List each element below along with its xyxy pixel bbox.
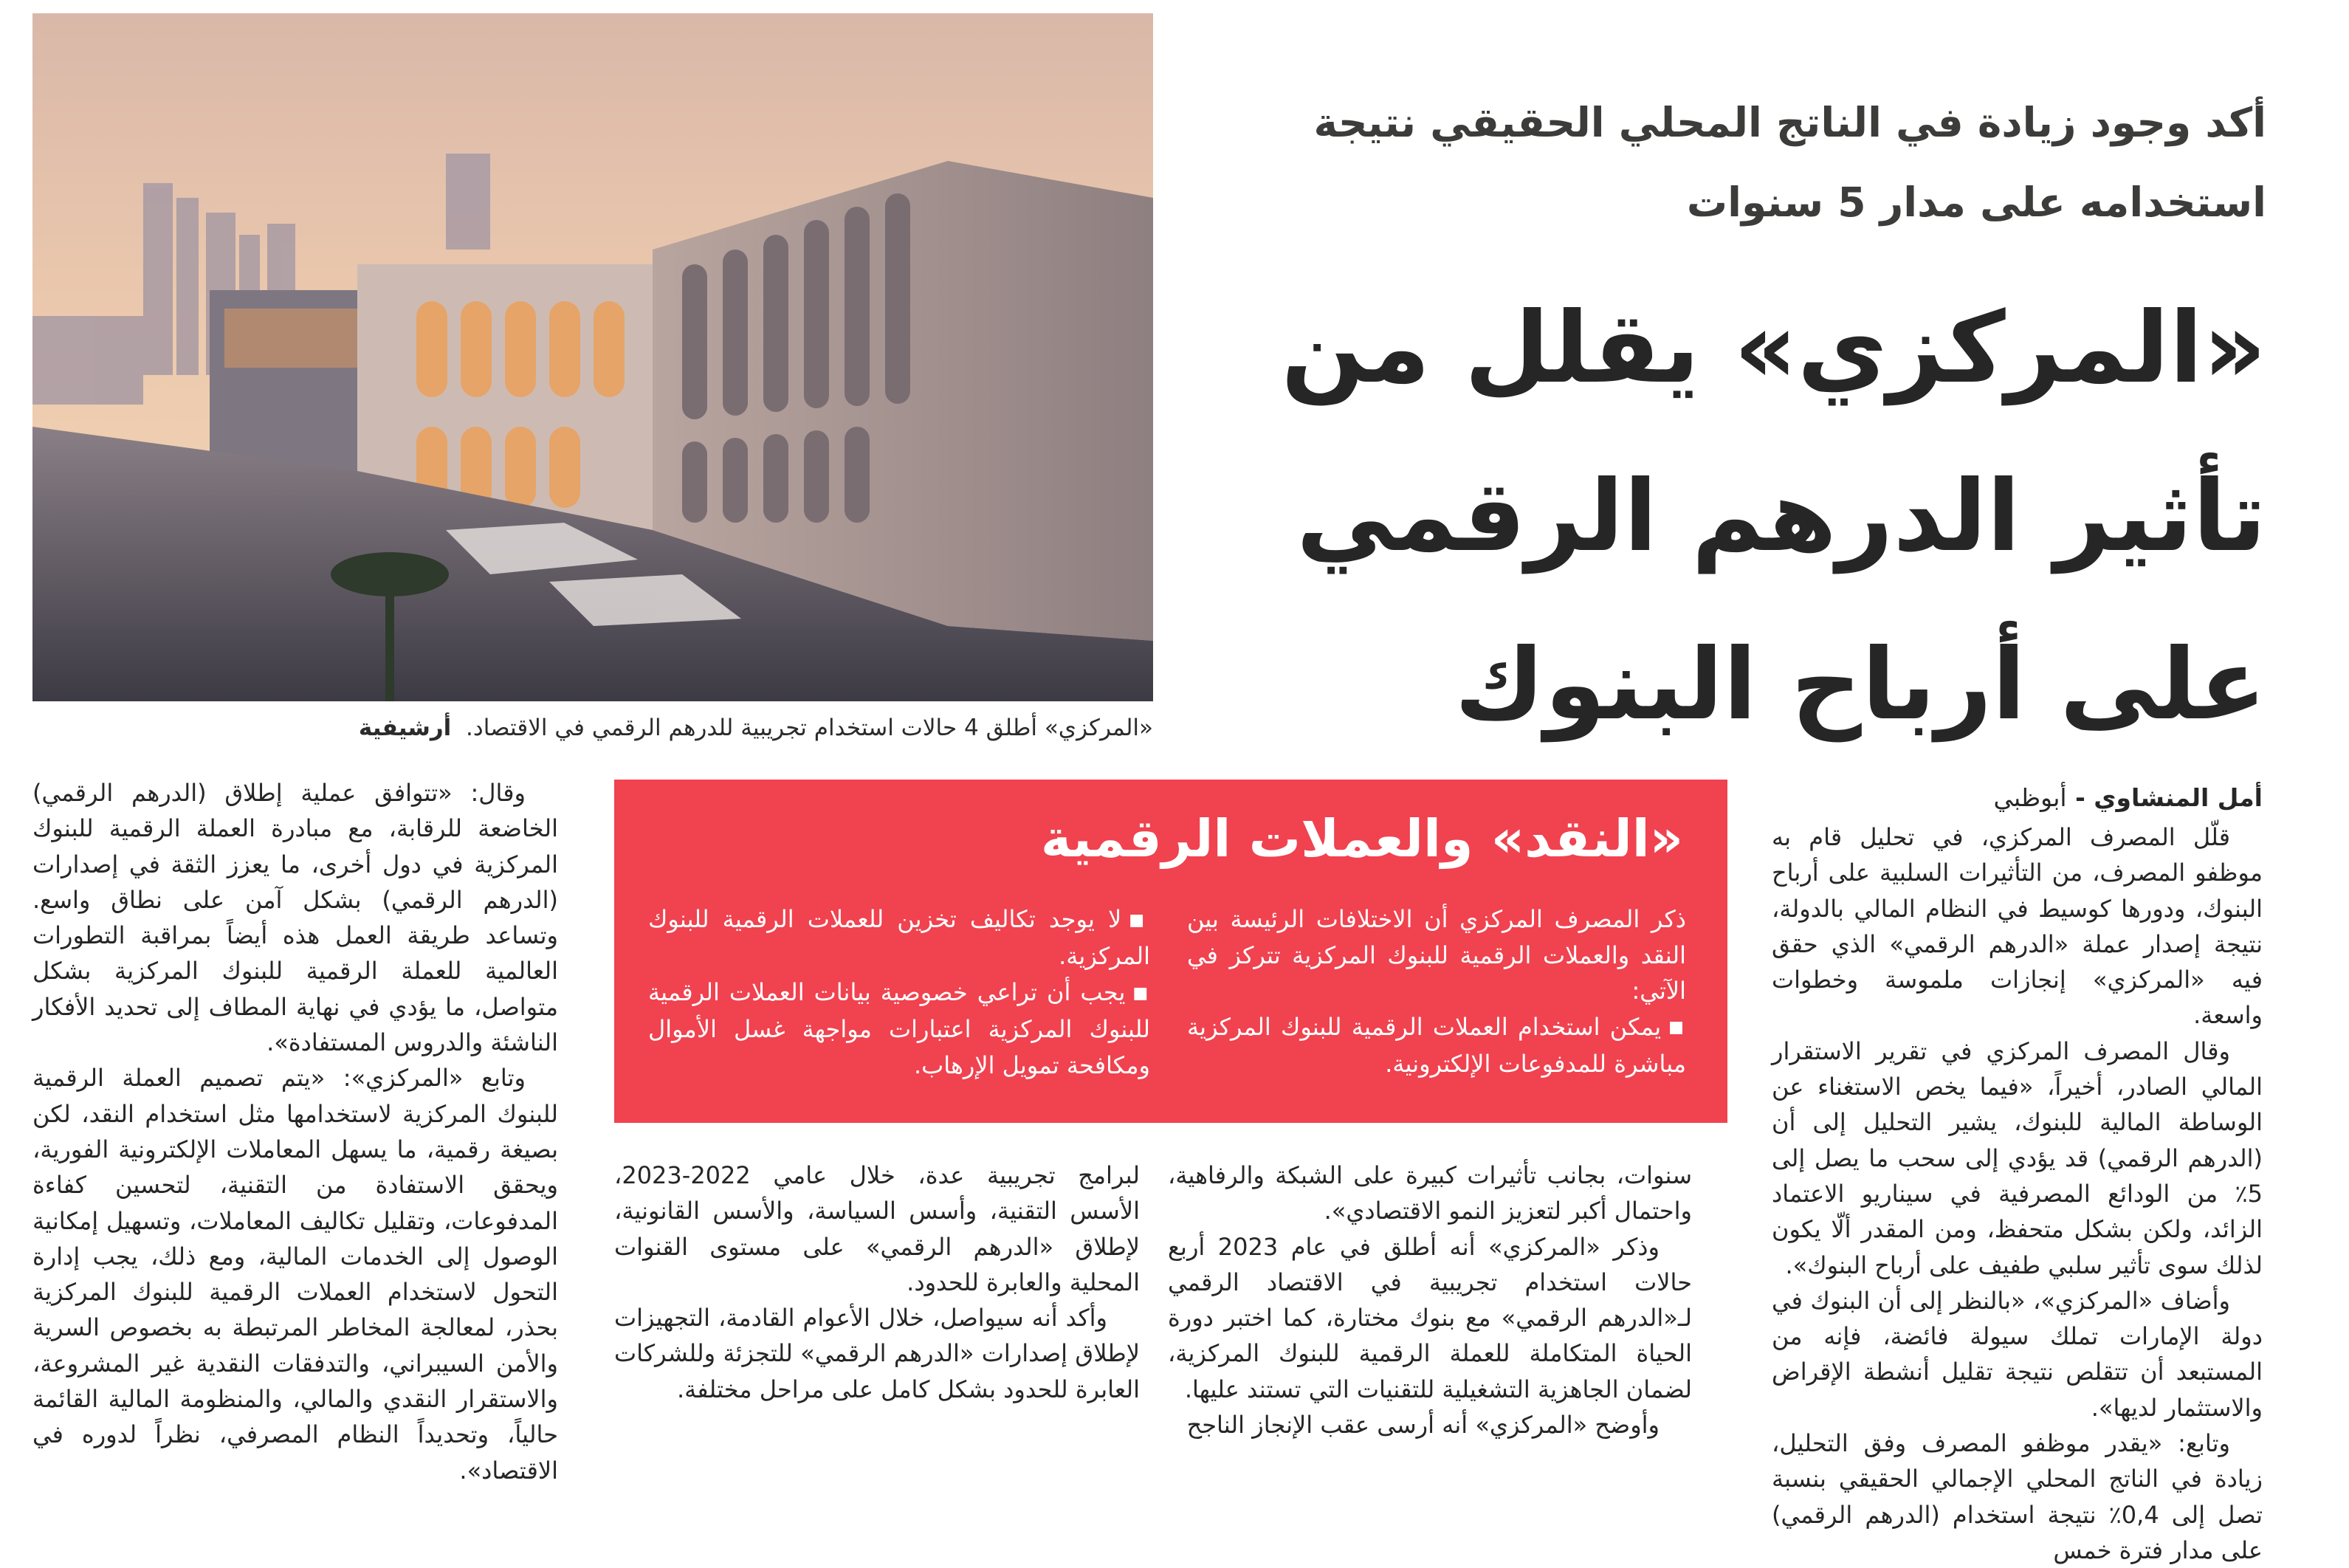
paragraph: وأوضح «المركزي» أنه أرسى عقب الإنجاز الناجح	[1186, 1411, 1660, 1440]
caption-credit: أرشيفية	[358, 715, 452, 741]
paragraph: وتابع: «يقدر موظفو المصرف وفق التحليل، زيادة في الناتج المحلي الإجمالي الحقيقي بنسبة تصل إلى 0,4٪ نتيجة استخدام (الدرهم الرقمي) على مدار فترة خمس	[1772, 1429, 2263, 1564]
central-bank-building-photo	[32, 13, 1153, 701]
box-point	[648, 901, 1150, 974]
box-column-right	[1187, 901, 1686, 1082]
square-bullet-icon: ■	[1132, 983, 1150, 1003]
article-photo	[32, 13, 1153, 701]
paragraph: وقال: «تتوافق عملية إطلاق (الدرهم الرقمي) الخاضعة للرقابة، مع مبادرة العملة الرقمية للبنوك المركزية في دول أخرى، ما يعزز الثقة في إصدارات (الدرهم الرقمي) بشكل آمن على نطاق واسع. وتساعد طريقة العمل هذه أيضاً بمراقبة التطورات العالمية للعملة الرقمية للبنوك المركزية بشكل متواصل، ما يؤدي في نهاية المطاف إلى تحديد الأفكار الناشئة والدروس المستفادة».	[32, 779, 558, 1057]
box-column-left	[648, 901, 1150, 1083]
article-column-left	[32, 775, 558, 1488]
paragraph: وذكر «المركزي» أنه أطلق في عام 2023 أربع حالات استخدام تجريبية في الاقتصاد الرقمي لـ«الدرهم الرقمي» مع بنوك مختارة، كما اختبر دورة الحياة المتكاملة للعملة الرقمية للبنوك المركزية، لضمان الجاهزية التشغيلية للتقنيات التي تستند عليها.	[1168, 1232, 1692, 1403]
kicker-subheadline: أكد وجود زيادة في الناتج المحلي الحقيقي نتيجة استخدامه على مدار 5 سنوات	[1313, 99, 2266, 226]
caption-text: «المركزي» أطلق 4 حالات استخدام تجريبية للدرهم الرقمي في الاقتصاد.	[466, 715, 1153, 741]
byline-separator: -	[2066, 783, 2094, 812]
box-point-text: لا يوجد تكاليف تخزين للعملات الرقمية للبنوك المركزية.	[648, 905, 1150, 971]
headline: «المركزي» يقلل من تأثير الدرهم الرقمي على أرباح البنوك	[1281, 292, 2266, 742]
sidebar-box-cash-vs-digital	[614, 780, 1727, 1123]
photo-caption	[32, 710, 1153, 747]
article-column-center-left	[614, 1158, 1140, 1407]
article-column-right	[1772, 819, 2263, 1568]
paragraph: قلّل المصرف المركزي، في تحليل قام به موظفو المصرف، من التأثيرات السلبية على أرباح البنوك، ودورها كوسيط في النظام المالي بالدولة، نتيجة إصدار عملة «الدرهم الرقمي» الذي حقق فيه «المركزي» إنجازات ملموسة وخطوات واسعة.	[1772, 823, 2263, 1030]
square-bullet-icon: ■	[1129, 910, 1150, 929]
square-bullet-icon: ■	[1668, 1018, 1686, 1037]
box-point-text: يجب أن تراعي خصوصية بيانات العملات الرقمية للبنوك المركزية اعتبارات مواجهة غسل الأموال ومكافحة تمويل الإرهاب.	[648, 977, 1150, 1079]
paragraph: وقال المصرف المركزي في تقرير الاستقرار المالي الصادر، أخيراً، «فيما يخص الاستغناء عن الوساطة المالية للبنوك، يشير التحليل إلى أن (الدرهم الرقمي) قد يؤدي إلى سحب ما يصل إلى 5٪ من الودائع المصرفية في سيناريو الاعتماد الزائد، ولكن بشكل متحفظ، ومن المقدر ألّا يكون لذلك سوى تأثير سلبي طفيف على أرباح البنوك».	[1772, 1036, 2263, 1279]
article-column-center-right	[1168, 1158, 1692, 1443]
byline-location: أبوظبي	[1993, 783, 2067, 812]
byline	[1772, 780, 2263, 816]
box-point	[1187, 1009, 1686, 1082]
paragraph: وأضاف «المركزي»، «بالنظر إلى أن البنوك في دولة الإمارات تملك سيولة فائضة، فإنه من المستبعد أن تتقلص نتيجة تقليل أنشطة الإقراض والاستثمار لديها».	[1772, 1286, 2263, 1422]
box-point	[648, 974, 1150, 1083]
box-title: «النقد» والعملات الرقمية	[1040, 808, 1683, 869]
box-point-text: يمكن استخدام العملات الرقمية للبنوك المركزية مباشرة للمدفوعات الإلكترونية.	[1187, 1012, 1686, 1078]
box-intro: ذكر المصرف المركزي أن الاختلافات الرئيسة بين النقد والعملات الرقمية للبنوك المركزية تتركز في الآتي:	[1187, 905, 1686, 1005]
paragraph: وأكد أنه سيواصل، خلال الأعوام القادمة، التجهيزات لإطلاق إصدارات «الدرهم الرقمي» للتجزئة وللشركات العابرة للحدود بشكل كامل على مراحل مختلفة.	[614, 1304, 1140, 1403]
paragraph: لبرامج تجريبية عدة، خلال عامي 2022-2023، الأسس التقنية، وأسس السياسة، والأسس القانونية، لإطلاق «الدرهم الرقمي» على مستوى القنوات المحلية والعابرة للحدود.	[614, 1161, 1140, 1296]
paragraph: سنوات، بجانب تأثيرات كبيرة على الشبكة والرفاهية، واحتمال أكبر لتعزيز النمو الاقتصادي».	[1168, 1161, 1692, 1225]
paragraph: وتابع «المركزي»: «يتم تصميم العملة الرقمية للبنوك المركزية لاستخدامها مثل استخدام النقد، لكن بصيغة رقمية، ما يسهل المعاملات الإلكترونية الفورية، ويحقق الاستفادة من التقنية، لتحسين كفاءة المدفوعات، وتقليل تكاليف المعاملات، وتسهيل إمكانية الوصول إلى الخدمات المالية، ومع ذلك، يجب إدارة التحول لاستخدام العملات الرقمية للبنوك المركزية بحذر، لمعالجة المخاطر المرتبطة به بخصوص السرية والأمن السيبراني، والتدفقات النقدية غير المشروعة، والاستقرار النقدي والمالي، والمنظومة المالية القائمة حالياً، وتحديداً النظام المصرفي، نظراً لدوره في الاقتصاد».	[32, 1064, 558, 1485]
author-name: أمل المنشاوي	[2094, 783, 2263, 812]
